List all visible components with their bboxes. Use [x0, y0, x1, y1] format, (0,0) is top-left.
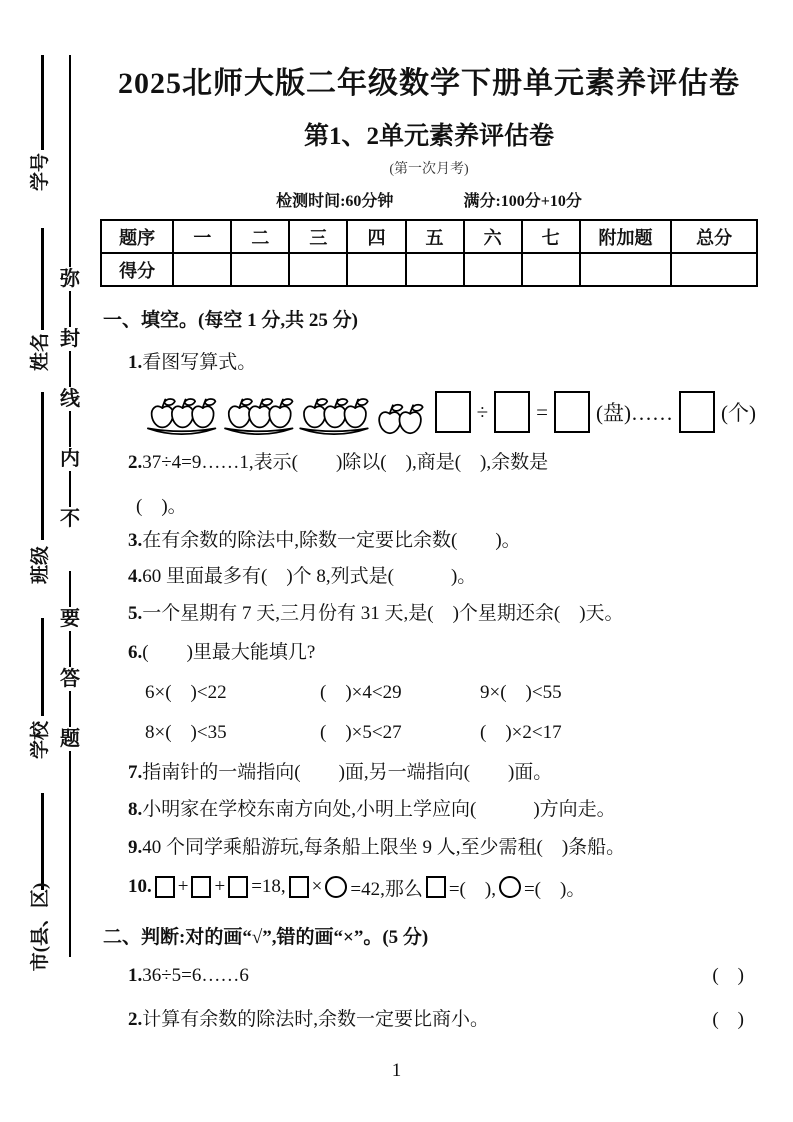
plus-sign: + — [177, 876, 189, 897]
score-header: 三 — [289, 220, 347, 253]
equation-text: =( )。 — [523, 878, 586, 900]
unit-plates: (盘)…… — [596, 401, 673, 425]
question-number: 3. — [128, 530, 143, 551]
answer-box — [435, 391, 471, 433]
score-row-label: 得分 — [101, 253, 173, 286]
inequality-item: ( )×2<17 — [480, 722, 562, 743]
seal-line-segment — [69, 351, 71, 387]
margin-label-city: 市(县、区) — [30, 882, 51, 972]
question-text: 计算有余数的除法时,余数一定要比商小。 — [142, 1009, 490, 1030]
inequality-item: 8×( )<35 — [145, 722, 227, 743]
seal-line-segment — [69, 631, 71, 667]
question-text: 40 个同学乘船游玩,每条船上限坐 9 人,至少需租( )条船。 — [142, 837, 626, 858]
seal-char: 线 — [60, 388, 80, 410]
score-header: 七 — [522, 220, 580, 253]
exam-time: 检测时间:60分钟 — [276, 193, 394, 210]
inequality-item: ( )×4<29 — [320, 682, 402, 703]
seal-char: 弥 — [60, 268, 80, 290]
section2-title: 二、判断:对的画“√”,错的画“×”。(5 分) — [103, 927, 429, 948]
score-header: 六 — [464, 220, 522, 253]
seal-line — [58, 55, 82, 957]
question-number: 10. — [128, 876, 152, 897]
seal-char: 题 — [60, 728, 80, 750]
seal-char: 要 — [60, 608, 80, 630]
question-6-row-2 — [145, 719, 758, 747]
score-cell — [580, 253, 672, 286]
seal-line-segment — [69, 751, 71, 957]
answer-box — [554, 391, 590, 433]
judgment-text — [128, 962, 249, 990]
seal-line-segment — [69, 571, 71, 607]
plus-sign: + — [214, 876, 226, 897]
score-header: 题序 — [101, 220, 173, 253]
exam-note: (第一次月考) — [389, 162, 469, 177]
times-sign: × — [311, 876, 323, 897]
exam-info — [100, 188, 758, 211]
seal-line-segment — [69, 691, 71, 727]
question-5 — [128, 600, 758, 628]
score-cell — [464, 253, 522, 286]
score-table — [100, 219, 758, 287]
score-table-header-row — [101, 220, 757, 253]
question-number: 2. — [128, 1009, 143, 1030]
score-header: 总分 — [671, 220, 757, 253]
question-text: 看图写算式。 — [142, 352, 257, 373]
seal-char: 不 — [60, 508, 80, 530]
score-header: 二 — [231, 220, 289, 253]
equation-text: =( ), — [448, 878, 496, 900]
exam-full-score: 满分:100分+10分 — [463, 193, 582, 210]
question-text: 指南针的一端指向( )面,另一端指向( )面。 — [142, 762, 553, 783]
score-table-score-row — [101, 253, 757, 286]
answer-blank: ( ) — [712, 1009, 744, 1030]
question-number: 1. — [128, 965, 143, 986]
question-1 — [128, 349, 758, 377]
seal-char: 封 — [60, 328, 80, 350]
question-1-figure-row — [145, 383, 758, 441]
page-number: 1 — [391, 1060, 402, 1081]
margin-label-school: 学校 — [30, 721, 51, 760]
question-text: ( )里最大能填几? — [142, 642, 316, 663]
score-cell — [173, 253, 231, 286]
question-number: 5. — [128, 603, 143, 624]
seal-char: 答 — [60, 668, 80, 690]
inequality-item: ( )×5<27 — [320, 722, 402, 743]
score-header: 一 — [173, 220, 231, 253]
equation-text: =42,那么 — [350, 878, 423, 900]
inequality-item: 6×( )<22 — [145, 682, 227, 703]
circle-symbol — [499, 876, 521, 898]
seal-line-segment — [69, 291, 71, 327]
question-2-continued: ( )。 — [136, 496, 187, 517]
score-header: 四 — [347, 220, 405, 253]
question-9 — [128, 834, 758, 862]
question-text: 小明家在学校东南方向处,小明上学应向( )方向走。 — [142, 799, 616, 820]
square-symbol — [426, 876, 446, 898]
question-2 — [128, 449, 758, 477]
judgment-item-1 — [128, 962, 758, 990]
square-symbol — [155, 876, 175, 898]
question-text: 60 里面最多有( )个 8,列式是( )。 — [142, 566, 477, 587]
score-header: 附加题 — [580, 220, 672, 253]
score-header: 五 — [406, 220, 464, 253]
section1-title: 一、填空。(每空 1 分,共 25 分) — [103, 310, 358, 331]
question-text: 一个星期有 7 天,三月份有 31 天,是( )个星期还余( )天。 — [142, 603, 624, 624]
score-cell — [231, 253, 289, 286]
question-10 — [128, 870, 758, 904]
seal-char: 内 — [60, 448, 80, 470]
circle-symbol — [325, 876, 347, 898]
question-number: 4. — [128, 566, 143, 587]
margin-label-student-id: 学号 — [30, 153, 51, 192]
question-number: 9. — [128, 837, 143, 858]
question-text: 37÷4=9……1,表示( )除以( ),商是( ),余数是 — [142, 452, 549, 473]
answer-box — [494, 391, 530, 433]
score-cell — [671, 253, 757, 286]
question-3 — [128, 527, 758, 555]
question-text: 36÷5=6……6 — [142, 965, 249, 986]
answer-box — [679, 391, 715, 433]
question-text: 在有余数的除法中,除数一定要比余数( )。 — [142, 530, 521, 551]
exam-content — [100, 58, 758, 1034]
seal-line-segment — [69, 55, 71, 267]
question-8 — [128, 796, 758, 824]
divide-sign: ÷ — [476, 399, 489, 424]
score-cell — [522, 253, 580, 286]
equation-text: =18, — [251, 876, 286, 897]
apples-illustration — [145, 384, 425, 440]
square-symbol — [191, 876, 211, 898]
square-symbol — [289, 876, 309, 898]
question-6 — [128, 639, 758, 667]
question-number: 2. — [128, 452, 143, 473]
seal-line-segment — [69, 471, 71, 507]
margin-label-class: 班级 — [30, 546, 51, 585]
question-number: 6. — [128, 642, 143, 663]
question-number: 8. — [128, 799, 143, 820]
inequality-item: 9×( )<55 — [480, 682, 562, 703]
score-cell — [406, 253, 464, 286]
question-7 — [128, 759, 758, 787]
judgment-item-2 — [128, 1006, 758, 1034]
score-cell — [347, 253, 405, 286]
question-number: 7. — [128, 762, 143, 783]
judgment-text — [128, 1006, 489, 1034]
answer-blank: ( ) — [712, 965, 744, 986]
question-6-row-1 — [145, 679, 758, 707]
page-subtitle: 第1、2单元素养评估卷 — [303, 123, 554, 150]
question-4 — [128, 563, 758, 591]
page-title: 2025北师大版二年级数学下册单元素养评估卷 — [118, 67, 740, 100]
seal-line-segment — [69, 411, 71, 447]
question-number: 1. — [128, 352, 143, 373]
unit-pieces: (个) — [721, 401, 756, 425]
square-symbol — [228, 876, 248, 898]
question-1-equation — [431, 391, 758, 433]
score-cell — [289, 253, 347, 286]
equals-sign: = — [536, 399, 548, 424]
margin-label-name: 姓名 — [30, 333, 51, 372]
